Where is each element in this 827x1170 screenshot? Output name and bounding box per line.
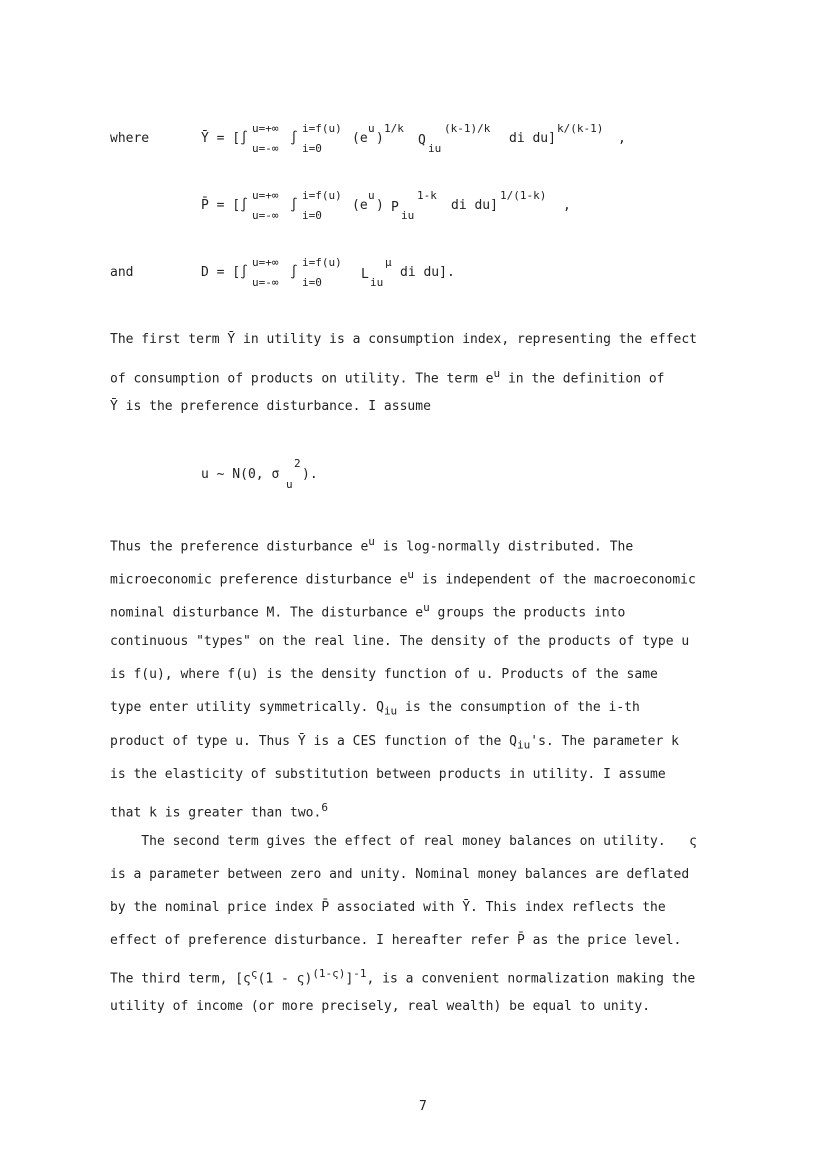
where-label: where xyxy=(110,131,150,146)
footnote-ref: 6 xyxy=(321,801,328,814)
and-label: and xyxy=(110,265,134,280)
page-number: 7 xyxy=(419,1099,427,1114)
document-page: where Ȳ = [∫ u=+∞ u=-∞ ∫ i=f(u) i=0 (e u ) 1/k Q iu (k-1)/k di du] k/(k-1) , P̄ = [∫ u=+∞ u=-∞ ∫ i=f(u) i=0 (e u ) P iu 1-k di du] 1/(1-k) , and D = [∫ u=+∞ u=-∞ ∫ i=f(u) i=0 L iu μ di du]. The first term Ȳ in utility is a consumption index, representing the effect of consumption of products on utility. The term $e^u$ in the definition of Ȳ is the preference disturbance. I assume u ~ N(0, σ 2 u ). Thus the preference disturbance $e^u$ is log-normally distributed. The microeconomic preference disturbance $e^u$ is independent of the macroeconomic nominal disturbance M. The disturbance $e^u$ groups the products into continuous "types" on the real line. The density of the products of type u is f(u), where f(u) is the density function of u. Products of the same type enter utility symmetrically. $Q_{iu}$ is the consumption of the i-th product of type u. Thus Ȳ is a CES function of the $Q_{iu}'s$. The parameter k is the elasticity of substitution between products in utility. I assume that k is greater than two.$^6$ The second term gives the effect of real money balances on utility. ς is a parameter between zero and unity. Nominal money balances are deflated by the nominal price index P̄ associated with Ȳ. This index reflects the effect of preference disturbance. I hereafter refer P̄ as the price level. The third term, $[\varsigma^\varsigma(1 - \varsigma)^{(1-\varsigma)}]^{-1}$, is a convenient normalization making the utility of income (or more precisely, real wealth) be equal to unity. 7 xyxy=(0,0,827,1170)
